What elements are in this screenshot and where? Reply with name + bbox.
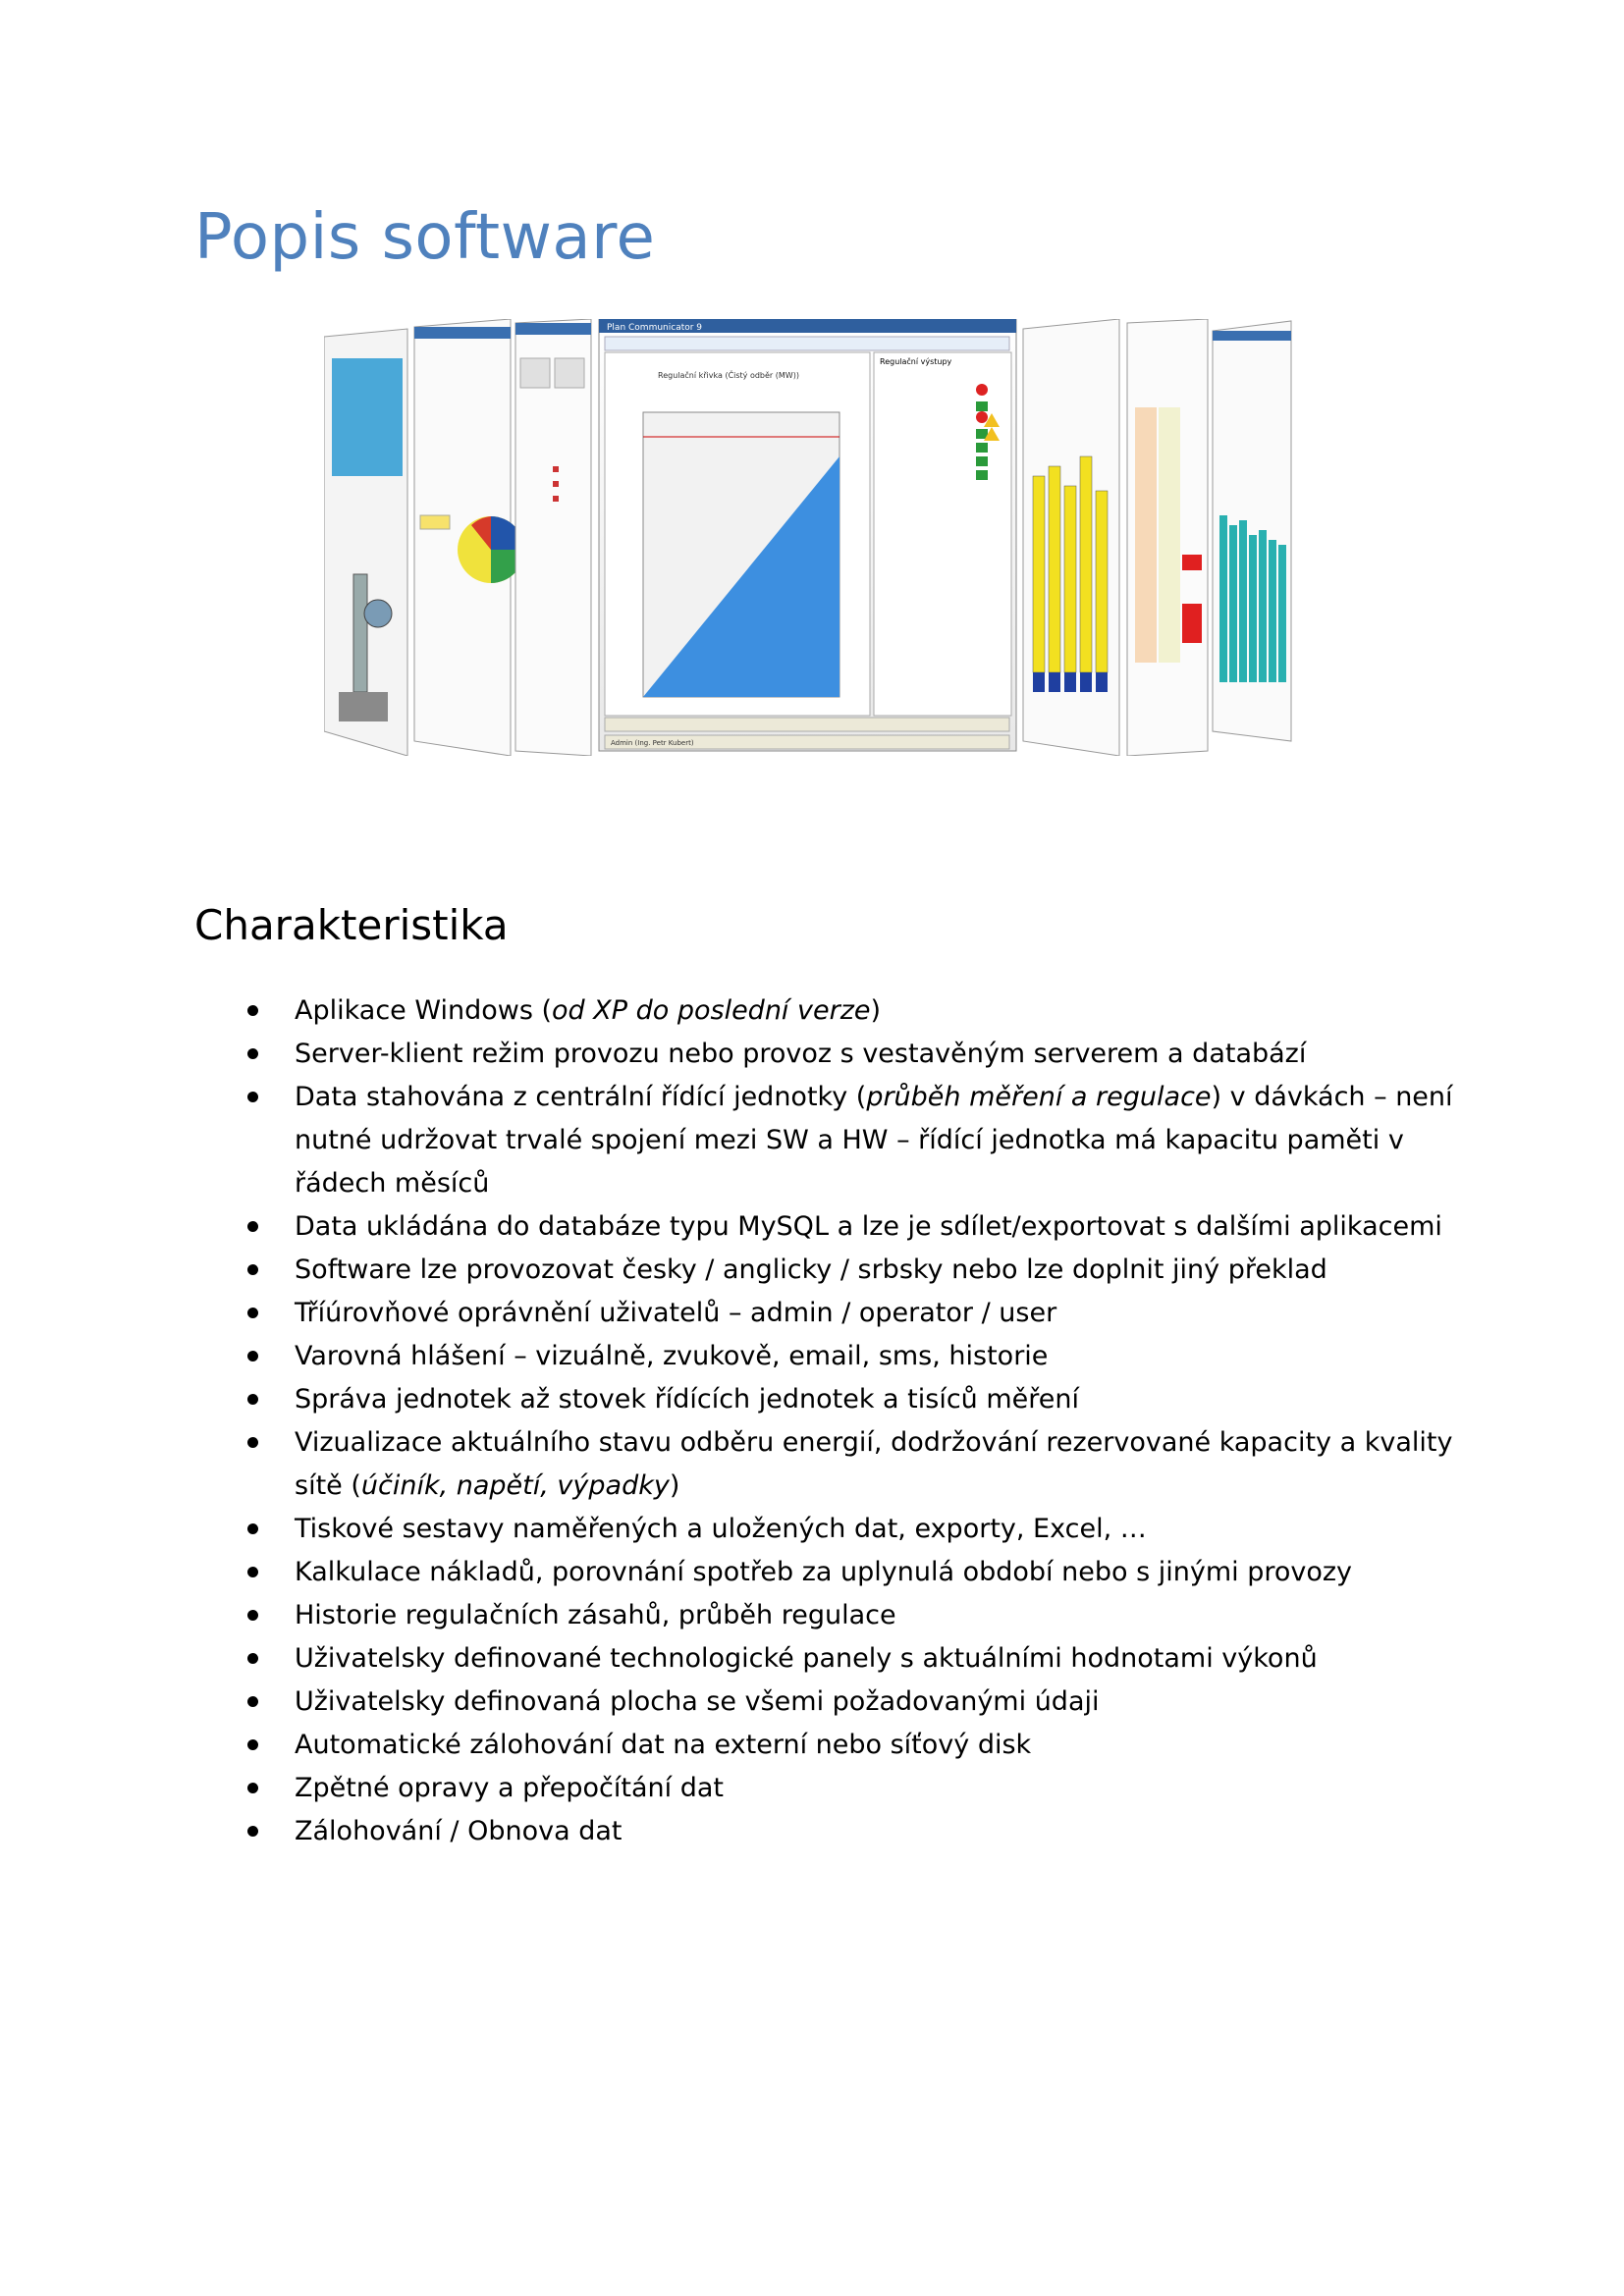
page-title: Popis software <box>194 201 656 274</box>
feature-item <box>245 1551 1473 1594</box>
feature-emphasis: od XP do poslední verze <box>552 995 871 1026</box>
feature-text: Vizualizace aktuálního stavu odběru energií, dodržování rezervované kapacity a kvality sítě ( <box>295 1427 1453 1501</box>
feature-text: Správa jednotek až stovek řídících jednotek a tisíců měření <box>295 1384 1080 1415</box>
feature-text: Uživatelsky definované technologické panely s aktuálními hodnotami výkonů <box>295 1643 1318 1674</box>
feature-text: Aplikace Windows ( <box>295 995 552 1026</box>
feature-item <box>245 1508 1473 1551</box>
window-diagram-left <box>324 329 407 756</box>
feature-text: Zpětné opravy a přepočítání dat <box>295 1773 724 1803</box>
window-bars-right <box>1023 319 1119 756</box>
feature-item <box>245 1421 1473 1508</box>
feature-text: Automatické zálohování dat na externí nebo síťový disk <box>295 1730 1032 1760</box>
feature-emphasis: průběh měření a regulace <box>866 1082 1212 1112</box>
feature-text: Software lze provozovat česky / anglicky / srbsky nebo lze doplnit jiný překlad <box>295 1255 1327 1285</box>
feature-item <box>245 1076 1473 1205</box>
feature-text: Tiskové sestavy naměřených a uložených dat, exporty, Excel, … <box>295 1514 1147 1544</box>
window-main-center <box>599 319 1016 751</box>
feature-emphasis: účiník, napětí, výpadky <box>360 1470 670 1501</box>
feature-item <box>245 1249 1473 1292</box>
feature-item <box>245 1378 1473 1421</box>
software-screenshots-collage <box>324 319 1316 756</box>
chart-title: Regulační křivka (Čistý odběr (MW)) <box>658 371 799 380</box>
table-header: Regulační výstupy <box>880 357 952 366</box>
window-title: Plan Communicator 9 <box>607 323 703 333</box>
feature-list <box>245 989 1473 1853</box>
feature-text: Data ukládána do databáze typu MySQL a lze je sdílet/exportovat s dalšími aplikacemi <box>295 1211 1442 1242</box>
feature-text: Tříúrovňové oprávnění uživatelů – admin / operator / user <box>295 1298 1057 1328</box>
feature-item <box>245 1767 1473 1810</box>
feature-text: Kalkulace nákladů, porovnání spotřeb za uplynulá období nebo s jinými provozy <box>295 1557 1353 1587</box>
feature-item <box>245 1594 1473 1637</box>
window-tree-left <box>515 319 591 756</box>
feature-text-tail: ) v dávkách – není nutné udržovat trvalé spojení mezi SW a HW – řídící jednotka má kapacitu paměti v řádech měsíců <box>295 1082 1453 1199</box>
feature-item <box>245 1292 1473 1335</box>
feature-item <box>245 1335 1473 1378</box>
feature-text: Uživatelsky definovaná plocha se všemi požadovanými údaji <box>295 1686 1100 1717</box>
feature-item <box>245 1033 1473 1076</box>
status-bar: Admin (Ing. Petr Kubert) <box>611 739 694 747</box>
feature-text: Zálohování / Obnova dat <box>295 1816 623 1846</box>
feature-text-tail: ) <box>669 1470 680 1501</box>
feature-item <box>245 1637 1473 1681</box>
window-table-right <box>1127 319 1208 756</box>
feature-text: Server-klient režim provozu nebo provoz s vestavěným serverem a databází <box>295 1039 1307 1069</box>
feature-item <box>245 1205 1473 1249</box>
window-pie-left <box>414 319 524 756</box>
feature-text-tail: ) <box>870 995 882 1026</box>
feature-text: Varovná hlášení – vizuálně, zvukově, email, sms, historie <box>295 1341 1049 1371</box>
feature-text: Historie regulačních zásahů, průběh regulace <box>295 1600 896 1630</box>
feature-item <box>245 1724 1473 1767</box>
feature-item <box>245 1681 1473 1724</box>
feature-item <box>245 989 1473 1033</box>
section-heading: Charakteristika <box>194 901 509 949</box>
feature-item <box>245 1810 1473 1853</box>
window-teal-right <box>1213 321 1291 741</box>
feature-text: Data stahována z centrální řídící jednotky ( <box>295 1082 867 1112</box>
